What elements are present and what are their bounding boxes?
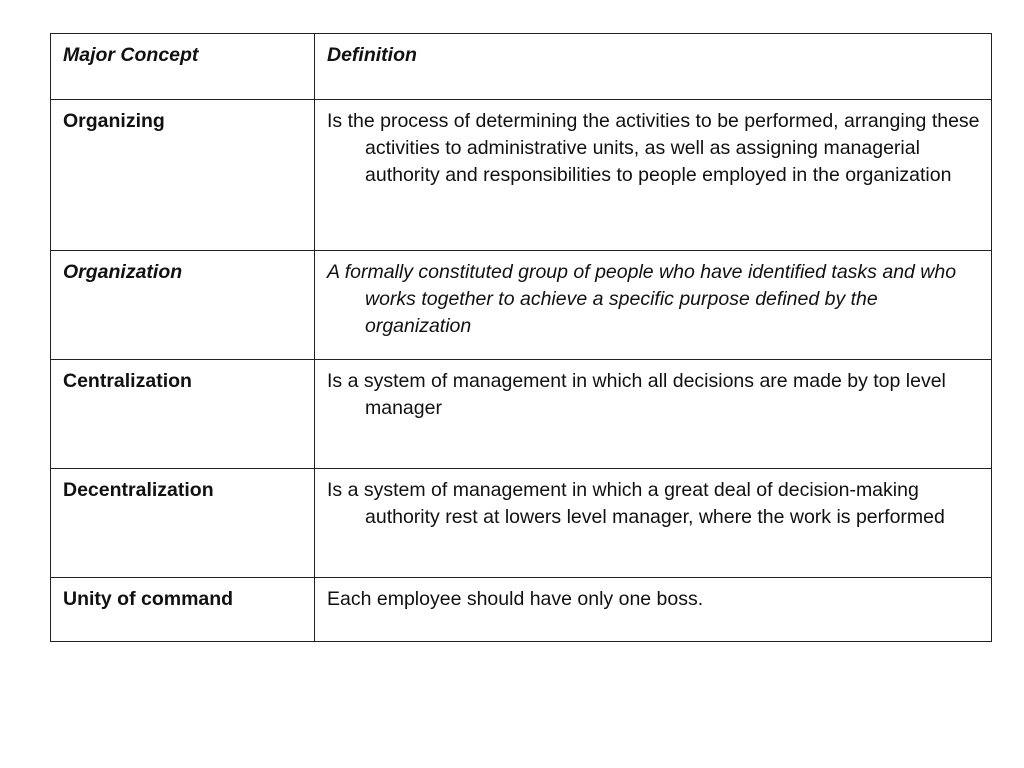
concept-cell (51, 100, 315, 251)
definition-cell (315, 469, 992, 578)
table-row (51, 251, 992, 360)
definition-cell (315, 360, 992, 469)
concept-decentralization: Decentralization (63, 479, 214, 501)
concept-cell (51, 578, 315, 642)
header-concept-label: Major Concept (63, 44, 199, 66)
definition-cell (315, 578, 992, 642)
definition-cell (315, 251, 992, 360)
header-concept-cell (51, 34, 315, 100)
concept-unity-of-command: Unity of command (63, 588, 234, 610)
table-row (51, 469, 992, 578)
header-definition-label: Definition (327, 44, 417, 66)
concept-cell (51, 360, 315, 469)
table-header-row (51, 34, 992, 100)
concept-cell (51, 469, 315, 578)
definition-organization: A formally constituted group of people who have identified tasks and who works together to achieve a specific purpose defined by the organization (327, 261, 957, 337)
concept-organizing: Organizing (63, 110, 165, 132)
definition-cell (315, 100, 992, 251)
definition-organizing: Is the process of determining the activities to be performed, arranging these activities to administrative units, as well as assigning managerial authority and responsibilities to people employed in the organization (327, 110, 980, 186)
definition-decentralization: Is a system of management in which a great deal of decision-making authority rest at lowers level manager, where the work is performed (327, 479, 945, 528)
header-definition-cell (315, 34, 992, 100)
concept-organization: Organization (63, 261, 183, 283)
table-row (51, 100, 992, 251)
concept-centralization: Centralization (63, 370, 192, 392)
table-row (51, 360, 992, 469)
definition-unity-of-command: Each employee should have only one boss. (327, 588, 704, 610)
concept-cell (51, 251, 315, 360)
table-row (51, 578, 992, 642)
definition-centralization: Is a system of management in which all decisions are made by top level manager (327, 370, 946, 419)
concept-definition-table (50, 33, 992, 642)
